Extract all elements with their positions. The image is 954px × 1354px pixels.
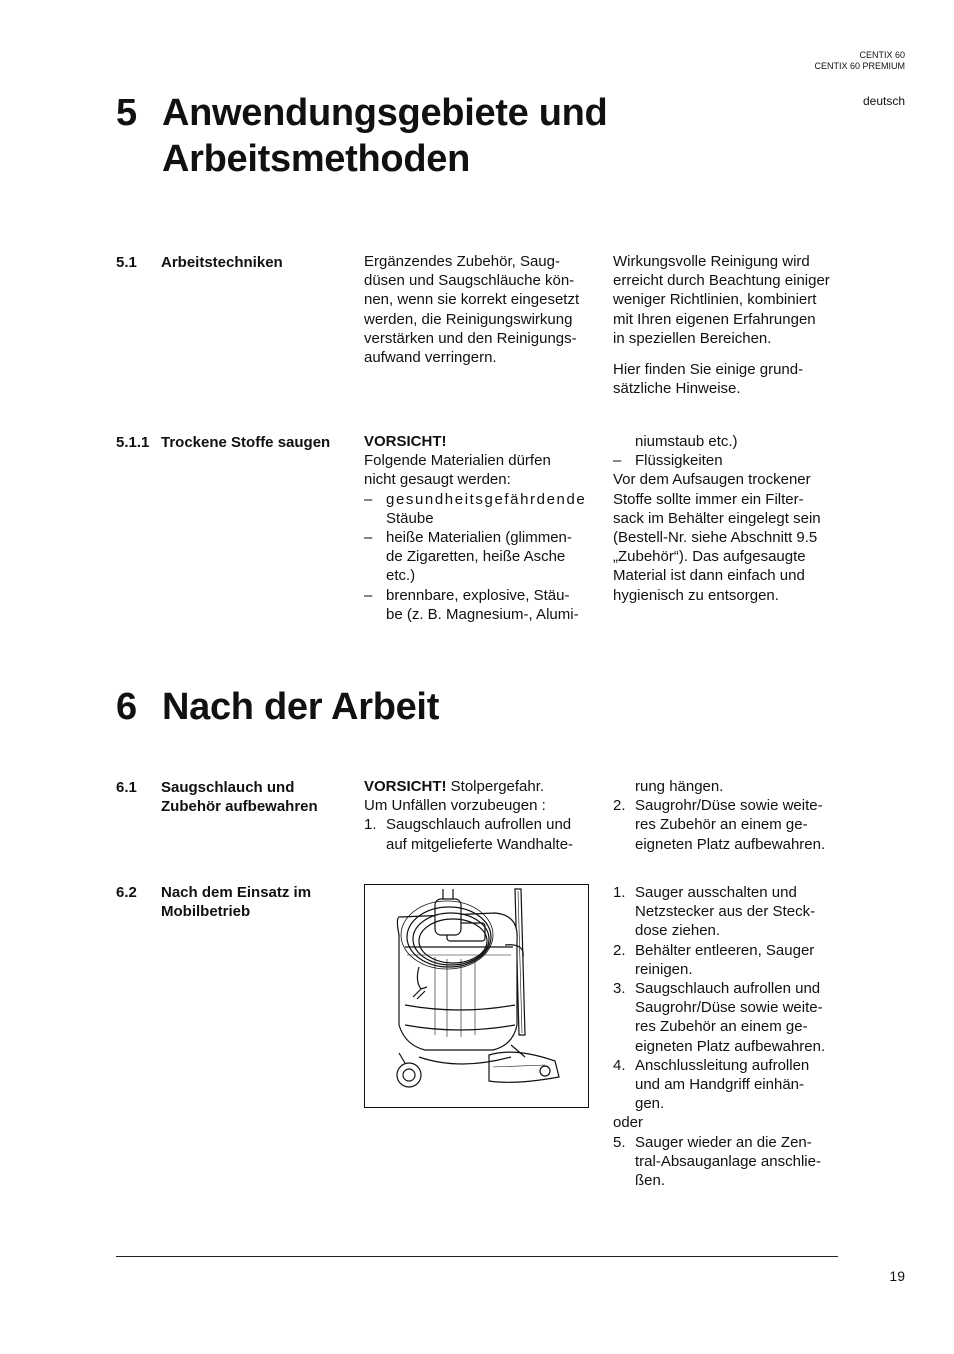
- list-item: [613, 796, 838, 854]
- text-line: heiße Materialien (glimmen-: [386, 529, 572, 547]
- section-5-1-1-text-right: [613, 432, 838, 605]
- text-line: Stäube: [386, 509, 434, 527]
- section-6-1-text: [364, 777, 590, 854]
- text-line: gesundheitsgefährdende: [386, 490, 587, 508]
- chapter-title-line: Arbeitsmethoden: [162, 138, 470, 180]
- list-number: 2.: [613, 941, 626, 959]
- section-number: 6.2: [116, 884, 137, 901]
- text-line: rung hängen.: [635, 778, 724, 795]
- text-line: res Zubehör an einem ge-: [635, 1018, 808, 1036]
- text-line: Wirkungsvolle Reinigung wird: [613, 253, 810, 270]
- list-item: [364, 815, 590, 853]
- text-line: „Zubehör“). Das aufgesaugte: [613, 548, 806, 566]
- text-line: Sauger wieder an die Zen-: [635, 1133, 812, 1151]
- list-item: [613, 883, 838, 941]
- text-line: reinigen.: [635, 960, 693, 978]
- text-line: Ergänzendes Zubehör, Saug-: [364, 253, 560, 270]
- text-line: Hier finden Sie einige grund-: [613, 361, 804, 379]
- text-line: niumstaub etc.): [635, 433, 738, 450]
- section-5-1-text: [364, 252, 590, 367]
- text-line: verstärken und den Reinigungs-: [364, 329, 577, 347]
- bullet-marker: –: [364, 586, 373, 604]
- language-label: deutsch: [862, 94, 905, 108]
- section-title-line: Nach dem Einsatz im: [161, 884, 312, 901]
- text-line: Behälter entleeren, Sauger: [635, 941, 815, 959]
- section-title-line: Zubehör aufbewahren: [161, 798, 318, 815]
- chapter-title-line: Anwendungsgebiete und: [162, 92, 608, 134]
- vacuum-cleaner-illustration: [365, 885, 588, 1107]
- vacuum-cleaner-figure: [364, 884, 589, 1108]
- section-number: 5.1.1: [116, 434, 150, 451]
- text-line: nen, wenn sie korrekt eingesetzt: [364, 291, 580, 309]
- text-line: res Zubehör an einem ge-: [635, 816, 808, 834]
- text-line: sack im Behälter eingelegt sein: [613, 509, 821, 527]
- list-item: [613, 1056, 838, 1114]
- section-5-1-text-right: [613, 252, 838, 398]
- text-line: etc.): [386, 567, 416, 585]
- section-title-line: Saugschlauch und: [161, 779, 295, 796]
- text-line: Stolpergefahr.: [446, 778, 545, 795]
- section-title-line: Mobilbetrieb: [161, 903, 251, 920]
- text-line: Anschlussleitung aufrollen: [635, 1056, 810, 1074]
- list-number: 4.: [613, 1056, 626, 1074]
- list-item: [613, 1133, 838, 1191]
- list-item: [364, 528, 590, 586]
- text-line: Sauger ausschalten und: [635, 884, 797, 901]
- list-item: [364, 586, 590, 624]
- list-number: 1.: [613, 884, 626, 901]
- numbered-list: [613, 1133, 838, 1191]
- list-number: 1.: [364, 816, 377, 834]
- text-line: und am Handgriff einhän-: [635, 1076, 804, 1094]
- list-number: 3.: [613, 980, 626, 998]
- numbered-list: [613, 883, 838, 1113]
- section-6-2-steps: [613, 883, 838, 1190]
- text-line: mit Ihren eigenen Erfahrungen: [613, 310, 816, 328]
- bullet-marker: –: [364, 490, 373, 508]
- text-line: de Zigaretten, heiße Asche: [386, 548, 566, 566]
- text-line: brennbare, explosive, Stäu-: [386, 586, 570, 604]
- text-line: (Bestell-Nr. siehe Abschnitt 9.5: [613, 529, 818, 547]
- list-number: 5.: [613, 1133, 626, 1151]
- text-line: erreicht durch Beachtung einiger: [613, 272, 830, 290]
- text-line: oder: [613, 1114, 644, 1132]
- section-title: Arbeitstechniken: [161, 254, 283, 271]
- list-item: [613, 451, 838, 470]
- section-6-1-text-right: [613, 777, 838, 854]
- text-line: Saugschlauch aufrollen und: [635, 980, 821, 998]
- text-line: ßen.: [635, 1172, 666, 1190]
- text-line: dose ziehen.: [635, 922, 721, 940]
- caution-label: VORSICHT!: [364, 433, 447, 450]
- chapter-number: 6: [116, 686, 137, 728]
- section-title: Trockene Stoffe saugen: [161, 434, 331, 451]
- text-line: Saugrohr/Düse sowie weite-: [635, 999, 823, 1017]
- numbered-list: [364, 815, 590, 853]
- list-item: [364, 490, 590, 528]
- bullet-marker: –: [364, 529, 373, 547]
- text-line: tral-Absauganlage anschlie-: [635, 1152, 821, 1170]
- chapter-number: 5: [116, 92, 137, 134]
- text-line: Vor dem Aufsaugen trockener: [613, 471, 811, 489]
- section-5-1-1-text: [364, 432, 590, 624]
- bullet-marker: –: [613, 452, 622, 470]
- model-name: CENTIX 60: [859, 50, 905, 60]
- text-line: nicht gesaugt werden:: [364, 471, 511, 489]
- text-line: hygienisch zu entsorgen.: [613, 586, 779, 604]
- text-line: in speziellen Bereichen.: [613, 329, 772, 347]
- bullet-list: [364, 490, 590, 624]
- section-number: 6.1: [116, 779, 137, 796]
- text-line: sätzliche Hinweise.: [613, 380, 741, 398]
- text-line: Saugrohr/Düse sowie weite-: [635, 797, 823, 815]
- text-line: Netzstecker aus der Steck-: [635, 903, 816, 921]
- chapter-6-heading: [116, 684, 716, 730]
- footer-divider: [116, 1256, 838, 1257]
- model-name-premium: CENTIX 60 PREMIUM: [814, 61, 905, 71]
- text-line: düsen und Saugschläuche kön-: [364, 272, 575, 290]
- text-line: eigneten Platz aufbewahren.: [635, 835, 826, 853]
- page-number: 19: [889, 1268, 905, 1284]
- text-line: werden, die Reinigungswirkung: [364, 310, 573, 328]
- text-line: Um Unfällen vorzubeugen :: [364, 797, 546, 815]
- list-item: [613, 979, 838, 1056]
- text-line: Folgende Materialien dürfen: [364, 452, 551, 470]
- text-line: weniger Richtlinien, kombiniert: [613, 291, 817, 309]
- text-line: Material ist dann einfach und: [613, 567, 805, 585]
- text-line: aufwand verringern.: [364, 349, 497, 367]
- text-line: Stoffe sollte immer ein Filter-: [613, 490, 804, 508]
- chapter-title-line: Nach der Arbeit: [162, 686, 440, 728]
- text-line: Saugschlauch aufrollen und: [386, 816, 572, 834]
- chapter-5-heading: [116, 90, 716, 182]
- list-number: 2.: [613, 797, 626, 815]
- text-line: eigneten Platz aufbewahren.: [635, 1037, 826, 1055]
- numbered-list: [613, 796, 838, 854]
- list-item: [613, 941, 838, 979]
- text-line: gen.: [635, 1095, 665, 1113]
- bullet-list: [613, 451, 838, 470]
- section-number: 5.1: [116, 254, 137, 271]
- text-line: be (z. B. Magnesium-, Alumi-: [386, 605, 579, 623]
- text-line: Flüssigkeiten: [635, 452, 723, 470]
- caution-label: VORSICHT!: [364, 778, 447, 795]
- text-line: auf mitgelieferte Wandhalte-: [386, 835, 574, 853]
